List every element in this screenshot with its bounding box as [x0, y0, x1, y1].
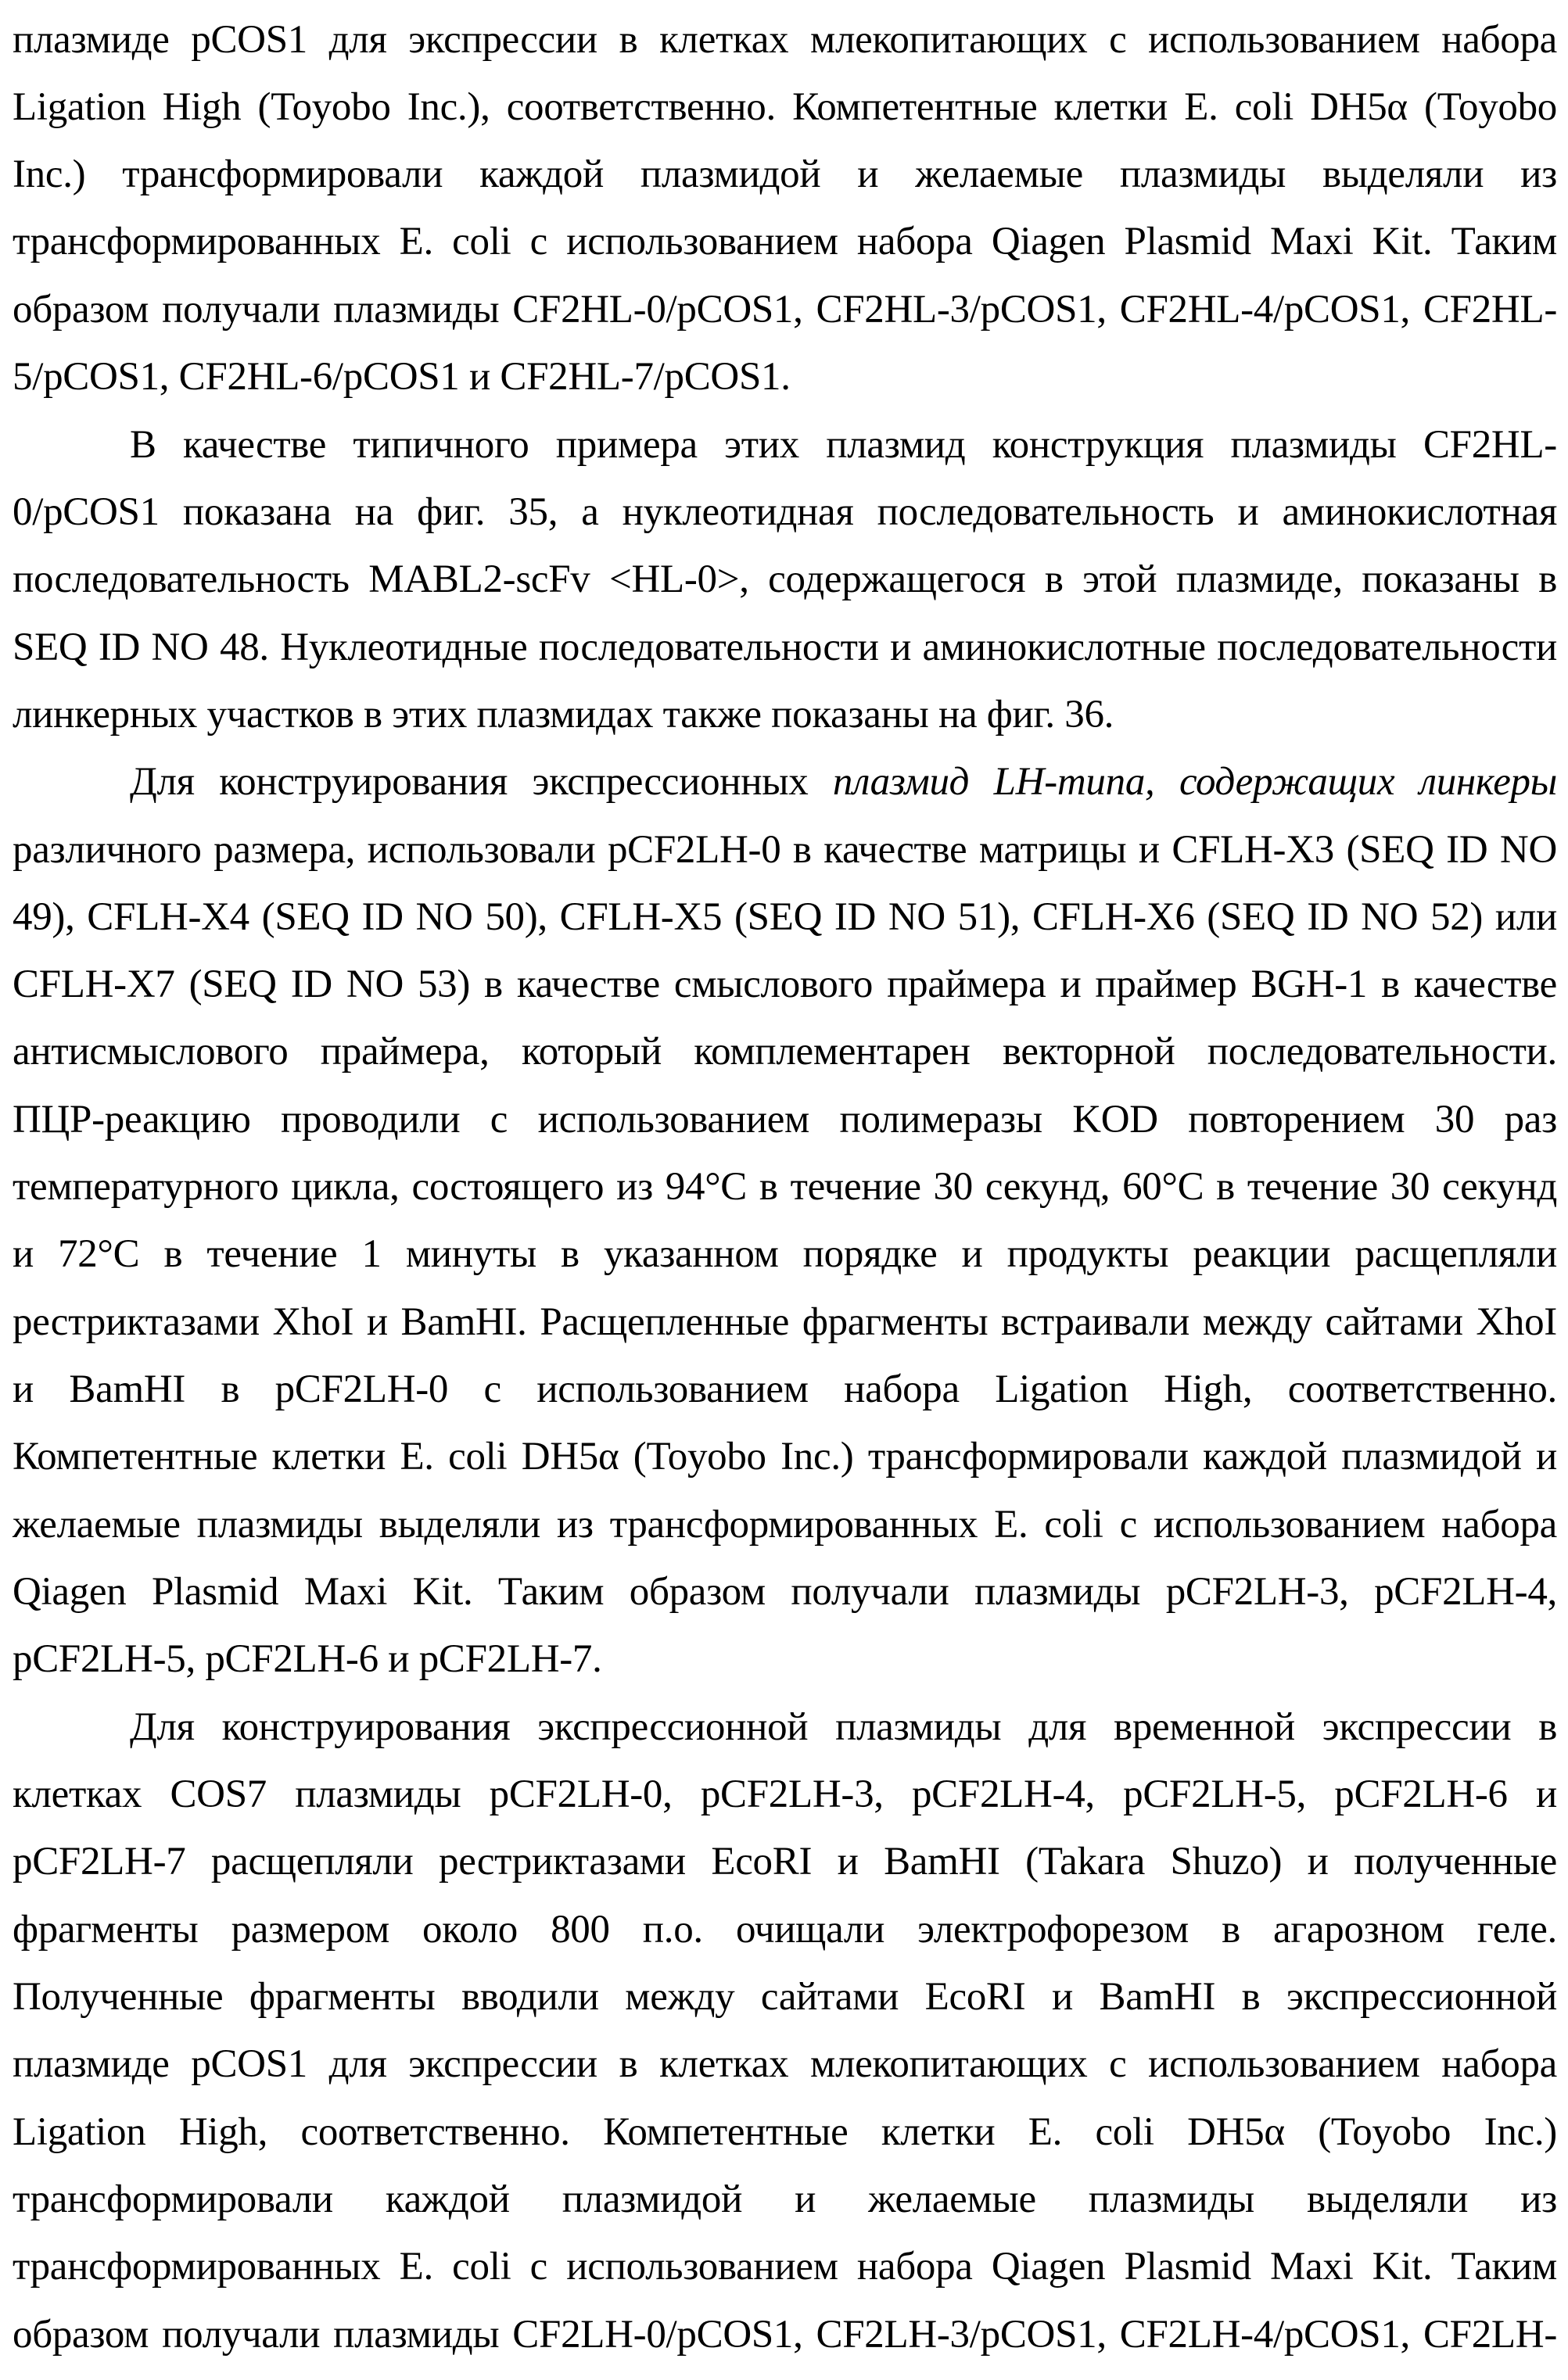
regular-text: Для конструирования экспрессионных — [130, 760, 833, 804]
text-line: фрагменты размером около 800 п.о. очищали электрофорезом в агарозном геле. — [13, 1908, 1557, 1952]
text-line: и 72°С в течение 1 минуты в указанном порядке и продукты реакции расщепляли — [13, 1232, 1557, 1276]
text-line: образом получали плазмиды CF2HL-0/pCOS1, CF2HL-3/pCOS1, CF2HL-4/pCOS1, CF2HL- — [13, 288, 1557, 332]
text-line: и BamHI в pCF2LH-0 с использованием набора Ligation High, соответственно. — [13, 1367, 1557, 1411]
text-line: температурного цикла, состоящего из 94°С в течение 30 секунд, 60°С в течение 30 секунд — [13, 1165, 1557, 1209]
text-line: Компетентные клетки E. coli DH5α (Toyobo Inc.) трансформировали каждой плазмидой и — [13, 1435, 1557, 1479]
text-line: 5/pCOS1, CF2HL-6/pCOS1 и CF2HL-7/pCOS1. — [13, 355, 791, 399]
text-line: В качестве типичного примера этих плазмид конструкция плазмиды CF2HL- — [130, 423, 1557, 467]
text-line: ПЦР-реакцию проводили с использованием полимеразы KOD повторением 30 раз — [13, 1098, 1557, 1142]
text-line: Inc.) трансформировали каждой плазмидой и желаемые плазмиды выделяли из — [13, 152, 1557, 196]
text-line: линкерных участков в этих плазмидах также показаны на фиг. 36. — [13, 693, 1114, 737]
italic-text: плазмид LH-типа, содержащих линкеры — [832, 760, 1557, 804]
text-line: образом получали плазмиды CF2LH-0/pCOS1, CF2LH-3/pCOS1, CF2LH-4/pCOS1, CF2LH- — [13, 2313, 1557, 2357]
text-line: SEQ ID NO 48. Нуклеотидные последовательности и аминокислотные последовательности — [13, 625, 1557, 669]
text-line: различного размера, использовали pCF2LH-0 в качестве матрицы и CFLH-X3 (SEQ ID NO — [13, 828, 1557, 872]
text-line: антисмыслового праймера, который комплементарен векторной последовательности. — [13, 1030, 1557, 1074]
text-line: Полученные фрагменты вводили между сайтами EcoRI и BamHI в экспрессионной — [13, 1975, 1557, 2019]
text-line: 49), CFLH-X4 (SEQ ID NO 50), CFLH-X5 (SEQ ID NO 51), CFLH-X6 (SEQ ID NO 52) или — [13, 895, 1557, 939]
text-line — [130, 748, 1557, 815]
text-line: Для конструирования экспрессионной плазмиды для временной экспрессии в — [130, 1705, 1557, 1749]
text-line: Qiagen Plasmid Maxi Kit. Таким образом получали плазмиды pCF2LH-3, pCF2LH-4, — [13, 1570, 1557, 1614]
text-line: pCF2LH-5, pCF2LH-6 и pCF2LH-7. — [13, 1637, 602, 1681]
text-line: трансформировали каждой плазмидой и желаемые плазмиды выделяли из — [13, 2177, 1557, 2221]
text-line: Ligation High, соответственно. Компетентные клетки E. coli DH5α (Toyobo Inc.) — [13, 2110, 1557, 2154]
text-line: 0/pCOS1 показана на фиг. 35, а нуклеотидная последовательность и аминокислотная — [13, 490, 1557, 534]
text-line: клетках COS7 плазмиды pCF2LH-0, pCF2LH-3, pCF2LH-4, pCF2LH-5, pCF2LH-6 и — [13, 1772, 1557, 1816]
text-line: рестриктазами XhoI и BamHI. Расщепленные фрагменты встраивали между сайтами XhoI — [13, 1300, 1557, 1344]
text-line: CFLH-X7 (SEQ ID NO 53) в качестве смыслового праймера и праймер BGH-1 в качестве — [13, 962, 1557, 1006]
text-line: трансформированных E. coli с использованием набора Qiagen Plasmid Maxi Kit. Таким — [13, 220, 1557, 263]
text-line: Ligation High (Toyobo Inc.), соответственно. Компетентные клетки E. coli DH5α (Toyobo — [13, 85, 1557, 129]
text-line: плазмиде pCOS1 для экспрессии в клетках млекопитающих с использованием набора — [13, 18, 1557, 62]
text-line: pCF2LH-7 расщепляли рестриктазами EcoRI и BamHI (Takara Shuzo) и полученные — [13, 1840, 1557, 1884]
text-line: трансформированных E. coli с использованием набора Qiagen Plasmid Maxi Kit. Таким — [13, 2245, 1557, 2289]
text-line: желаемые плазмиды выделяли из трансформированных E. coli с использованием набора — [13, 1503, 1557, 1547]
text-line: последовательность MABL2-scFv <HL-0>, содержащегося в этой плазмиде, показаны в — [13, 557, 1557, 601]
text-line: плазмиде pCOS1 для экспрессии в клетках млекопитающих с использованием набора — [13, 2042, 1557, 2086]
